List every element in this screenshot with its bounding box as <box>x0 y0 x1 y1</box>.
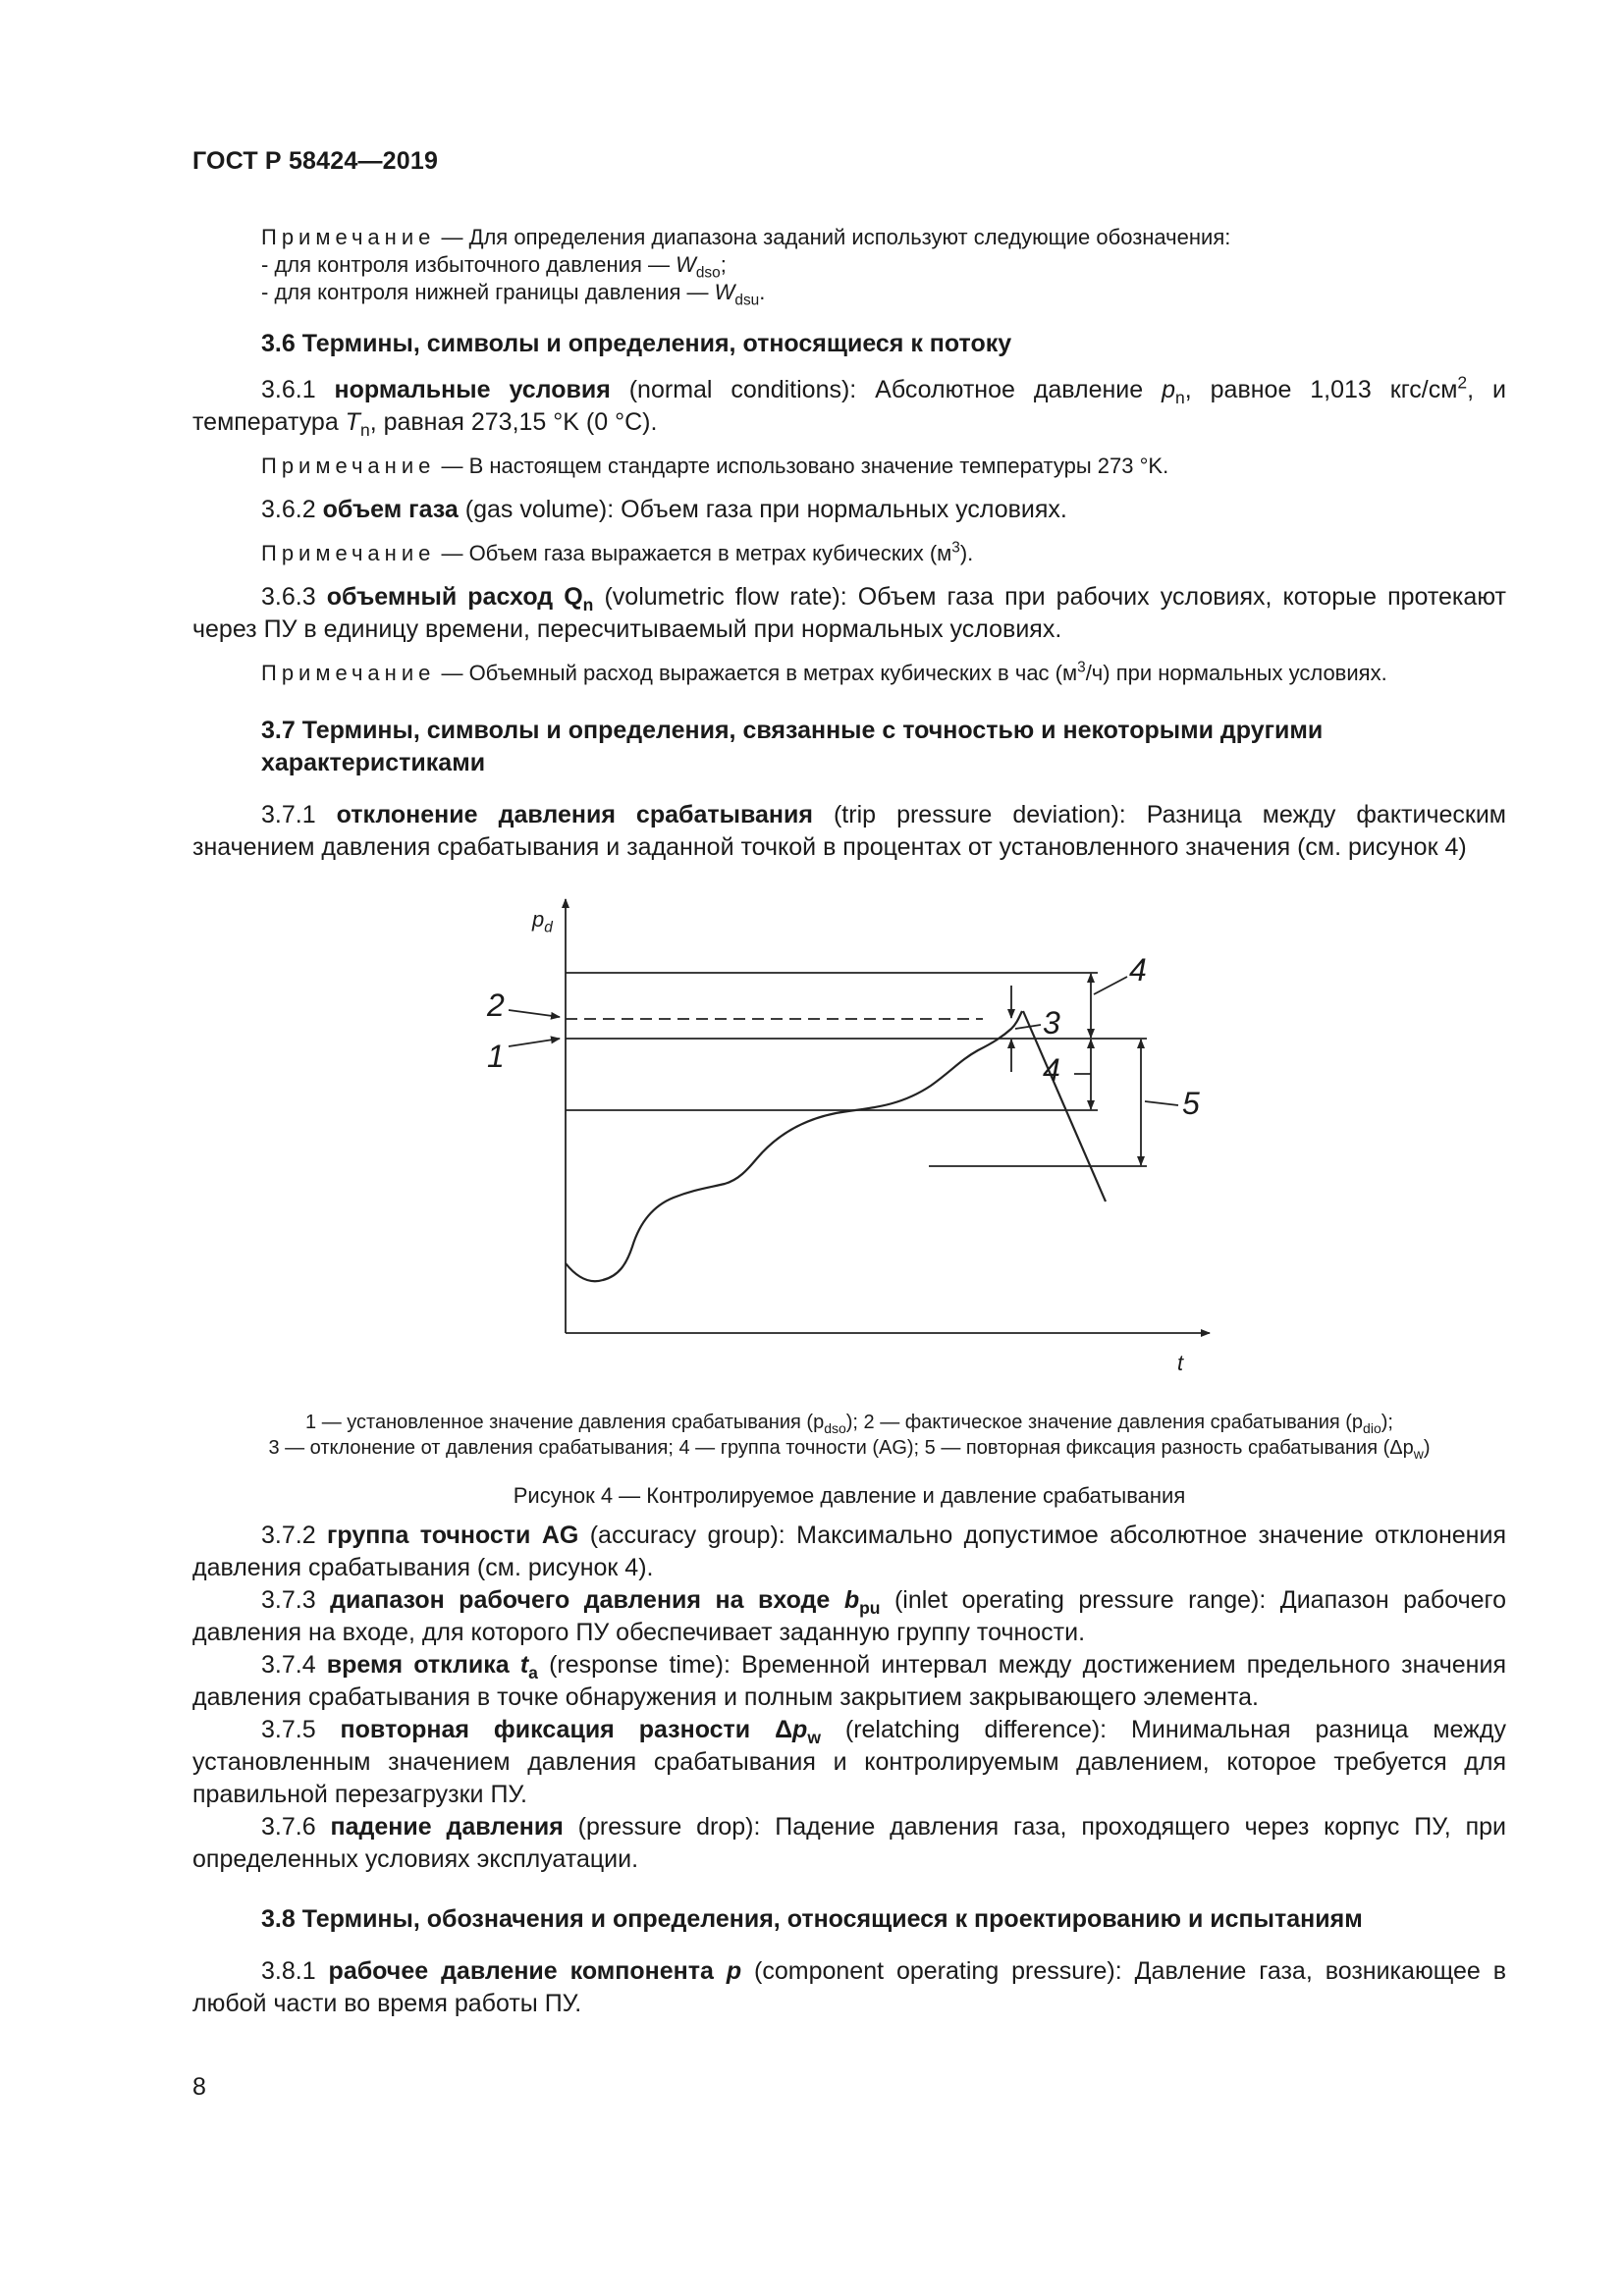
section-heading-3-8: 3.8 Термины, обозначения и определения, относящиеся к проектированию и испытаниям <box>261 1905 1363 1933</box>
x-axis-label: t <box>1177 1351 1184 1375</box>
section-heading-3-7: 3.7 Термины, символы и определения, связанные с точностью и некоторыми другими характеристиками <box>261 717 1324 776</box>
note-3-6-1: Примечание — В настоящем стандарте использовано значение температуры 273 °K. <box>261 454 1169 478</box>
term-3-6-2: 3.6.2 объем газа (gas volume): Объем газа при нормальных условиях. <box>261 496 1067 523</box>
pressure-diagram <box>192 893 1506 1404</box>
figure-label-3: 3 <box>1043 1005 1060 1041</box>
document-header: ГОСТ Р 58424—2019 <box>192 147 439 175</box>
dim-3-leader <box>1015 1025 1041 1029</box>
note-label: Примечание <box>261 225 436 249</box>
figure-legend: 1 — установленное значение давления срабатывания $(p_{dso})$; 2 — фактическое значение давления срабатывания $(p_{dio})$; 3 — отклонение от давления срабатывания; 4 — группа точности (AG); 5 — повторная фиксация разность срабатывания $(\Delta p_w)$ <box>268 1412 1431 1462</box>
terms-3-7-2-to-3-7-6 <box>192 1520 1506 1876</box>
term-3-7-4: 3.7.4 время отклика $t_a$ (response time): Временной интервал между достижением предельного значения давления срабатывания в точке обнаружения и полным закрытием закрывающего элемента. <box>192 1651 1506 1711</box>
figure-4 <box>192 893 1506 1404</box>
term-3-7-2: 3.7.2 группа точности AG (accuracy group): Максимально допустимое абсолютное значение отклонения давления срабатывания (см. рисунок 4). <box>192 1522 1506 1581</box>
label-1-arrow <box>509 1039 560 1046</box>
figure-caption: Рисунок 4 — Контролируемое давление и давление срабатывания <box>513 1483 1186 1508</box>
figure-label-5: 5 <box>1182 1086 1200 1121</box>
figure-label-4-upper: 4 <box>1129 952 1147 988</box>
figure-label-2: 2 <box>487 988 505 1023</box>
document-body <box>192 224 1506 2020</box>
page-number: 8 <box>192 2073 206 2101</box>
label-2-arrow <box>509 1010 560 1017</box>
term-3-7-1: 3.7.1 отклонение давления срабатывания (trip pressure deviation): Разница между фактическим значением давления срабатывания и заданной точкой в процентах от установленного значения (см. рисунок 4) <box>192 801 1506 861</box>
section-heading-3-6: 3.6 Термины, символы и определения, относящиеся к потоку <box>261 330 1012 357</box>
figure-label-4-lower: 4 <box>1043 1052 1060 1088</box>
term-3-7-6: 3.7.6 падение давления (pressure drop): Падение давления газа, проходящего через корпус ПУ, при определенных условиях эксплуатации. <box>192 1813 1506 1873</box>
dim-5-leader <box>1145 1101 1178 1105</box>
dim-4-upper-leader <box>1094 977 1127 994</box>
term-3-6-3: 3.6.3 объемный расход $Q_n$ (volumetric flow rate): Объем газа при рабочих условиях, которые протекают через ПУ в единицу времени, пересчитываемый при нормальных условиях. <box>192 583 1506 643</box>
note-3-6-3: Примечание — Объемный расход выражается в метрах кубических в час $(м^3/ч)$ при нормальных условиях. <box>261 659 1387 685</box>
note-3-6-2: Примечание — Объем газа выражается в метрах кубических $(м^3)$. <box>261 539 974 565</box>
term-3-7-5: 3.7.5 повторная фиксация разности $\Delta p_w$ (relatching difference): Минимальная разница между установленным значением давления срабатывания и контролируемым давлением, которое требуется для правильной перезагрузки ПУ. <box>192 1716 1506 1808</box>
note-designations: Примечание — Для определения диапазона заданий используют следующие обозначения: - для контроля избыточного давления — $W_{dso}$; - для контроля нижней границы давления — $W_{dsu}$. <box>261 225 1231 309</box>
pressure-curve <box>566 1011 1022 1281</box>
pressure-drop-line <box>1023 1011 1106 1201</box>
term-3-6-1: 3.6.1 нормальные условия (normal conditions): Абсолютное давление $p_n$, равное 1,013 кгс/$см^2$, и температура $T_n$, равная 273,15 °K (0 °С). <box>192 372 1506 441</box>
term-3-8-1: 3.8.1 рабочее давление компонента p (component operating pressure): Давление газа, возникающее в любой части во время работы ПУ. <box>192 1957 1506 2017</box>
term-3-7-3: 3.7.3 диапазон рабочего давления на входе $b_{pu}$ (inlet operating pressure range): Диапазон рабочего давления на входе, для которого ПУ обеспечивает заданную группу точности. <box>192 1586 1506 1646</box>
figure-label-1: 1 <box>487 1039 505 1074</box>
y-axis-label: $p_d$ <box>532 907 553 936</box>
